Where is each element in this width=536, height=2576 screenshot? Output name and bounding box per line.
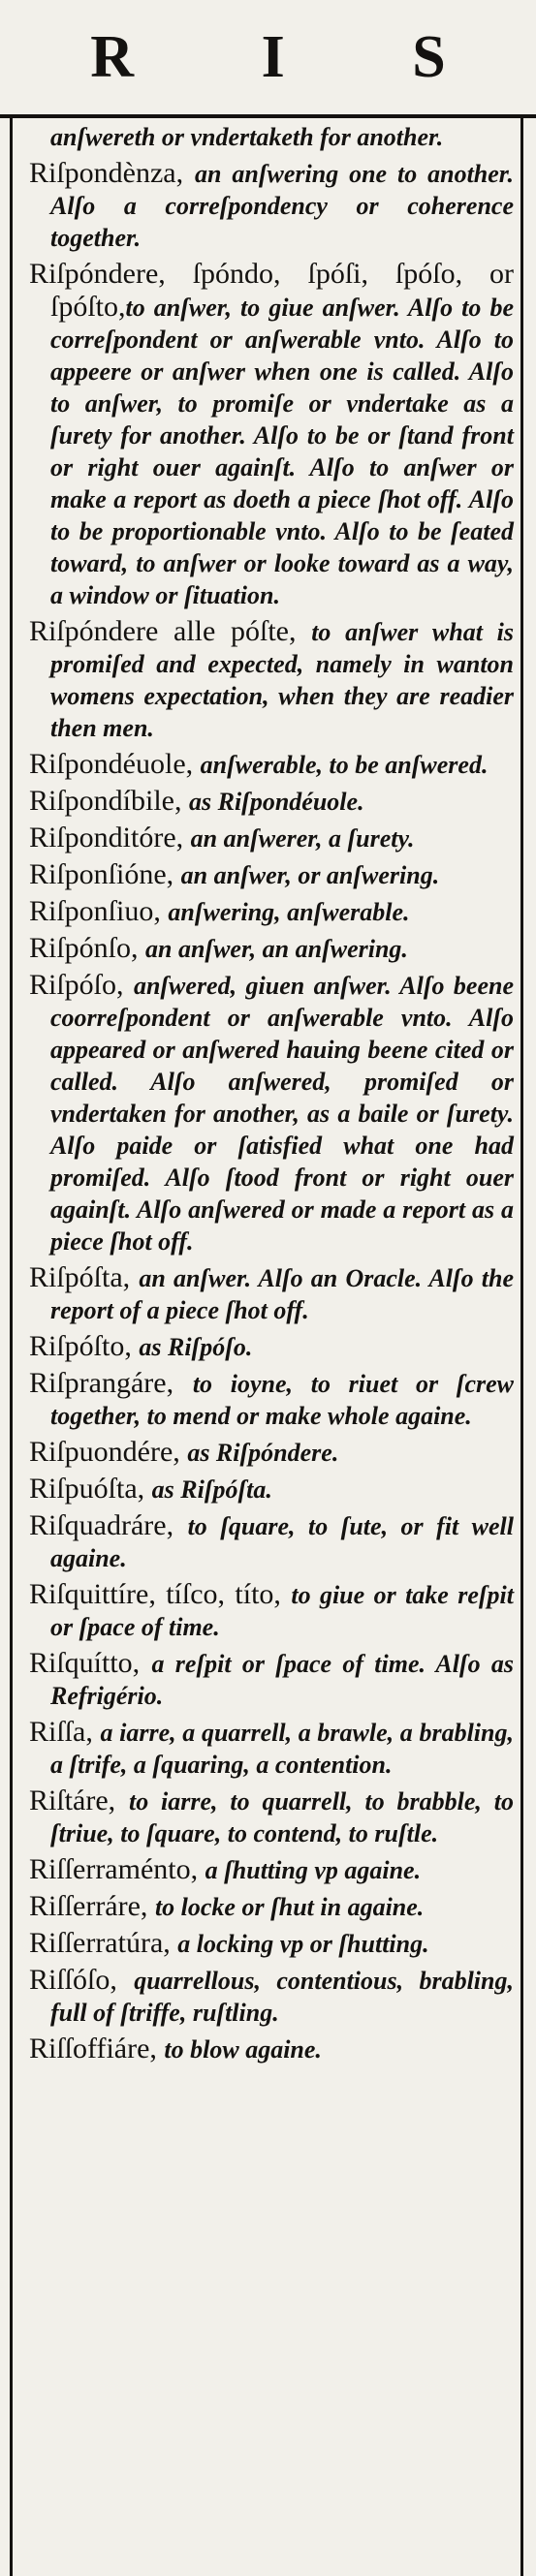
entry-headword: Riſſerraménto, bbox=[29, 1853, 205, 1885]
entry bbox=[29, 1261, 514, 1326]
entry-definition: quarrellous, contentious, brabling, full of ſtriffe, ruſtling. bbox=[50, 1967, 514, 2027]
entry bbox=[29, 1853, 514, 1886]
entry-definition: a ſhutting vp againe. bbox=[205, 1856, 422, 1884]
entry bbox=[29, 1927, 514, 1960]
entry-headword: Riſtáre, bbox=[29, 1785, 129, 1816]
entry bbox=[29, 1509, 514, 1574]
entry-headword: Riſponſiuo, bbox=[29, 895, 169, 927]
entry-definition: a iarre, a quarrell, a brawle, a brabling, a ſtrife, a ſquaring, a contention. bbox=[50, 1719, 514, 1779]
entry bbox=[29, 258, 514, 611]
entry-definition: to locke or ſhut in againe. bbox=[154, 1893, 425, 1921]
entry-headword: Riſquadráre, bbox=[29, 1509, 188, 1541]
entry-headword: Riſſóſo, bbox=[29, 1964, 135, 1996]
entry-list bbox=[29, 120, 514, 2069]
right-column-rule bbox=[520, 118, 523, 2576]
entry-headword: Riſpóſto, bbox=[29, 1330, 140, 1362]
entry bbox=[29, 748, 514, 781]
entry bbox=[29, 1436, 514, 1469]
header-rule bbox=[0, 114, 536, 118]
entry-definition: an anſwer, or anſwering. bbox=[180, 861, 440, 889]
entry-definition: an anſwerer, a ſurety. bbox=[190, 824, 415, 853]
entry bbox=[29, 895, 514, 928]
entry-definition: as Riſpóſta. bbox=[151, 1475, 272, 1504]
entry-definition: as Riſpóndere. bbox=[187, 1439, 339, 1467]
entry-definition: to anſwer, to giue anſwer. Alſo to be correſpondent or anſwerable vnto. Alſo to appeere or anſwer when one is called. Alſo to anſwer, to promiſe or vndertake as a ſurety for another. Alſo to be or ſtand front or right ouer againſt. Alſo to anſwer or make a report as doeth a piece ſhot off. Alſo to be proportionable vnto. Alſo to be ſeated toward, to anſwer or looke toward as a way, a window or ſituation. bbox=[50, 294, 514, 609]
entry-headword: Riſpónſo, bbox=[29, 932, 146, 964]
entry bbox=[29, 157, 514, 254]
entry-definition: an anſwer. Alſo an Oracle. Alſo the report of a piece ſhot off. bbox=[50, 1264, 515, 1324]
entry bbox=[29, 932, 514, 965]
entry-headword: Riſſoffiáre, bbox=[29, 2033, 165, 2064]
entry-headword: Riſpuóſta, bbox=[29, 1473, 152, 1505]
entry bbox=[29, 822, 514, 854]
entry-definition: to ioyne, to riuet or ſcrew together, to mend or make whole againe. bbox=[50, 1370, 515, 1430]
entry-headword: Riſpóſo, bbox=[29, 969, 134, 1001]
left-column-rule bbox=[10, 118, 13, 2576]
entry-headword: Riſprangáre, bbox=[29, 1367, 193, 1399]
entry-headword: Riſpóndere alle póſte, bbox=[29, 615, 312, 647]
entry-definition: a reſpit or ſpace of time. Alſo as Refrigério. bbox=[50, 1650, 514, 1710]
entry-headword: Riſponditóre, bbox=[29, 822, 191, 853]
entry bbox=[29, 1647, 514, 1712]
entry-headword: Riſpóndere, ſpóndo, ſpóſi, ſpóſo, or ſpóſto, bbox=[29, 258, 514, 323]
entry-definition: an anſwering one to another. Alſo a correſpondency or coherence together. bbox=[50, 160, 514, 252]
entry-definition: anſwering, anſwerable. bbox=[168, 898, 410, 926]
entry-definition: to iarre, to quarrell, to brabble, to ſtriue, to ſquare, to contend, to ruſtle. bbox=[50, 1787, 514, 1847]
entry-headword: Riſquittíre, tíſco, títo, bbox=[29, 1578, 292, 1610]
entry-headword: Riſſerráre, bbox=[29, 1890, 155, 1922]
entry-headword: Riſpondíbile, bbox=[29, 785, 189, 817]
entry bbox=[29, 1578, 514, 1643]
page-title: R I S bbox=[90, 24, 502, 90]
entry bbox=[29, 1964, 514, 2029]
entry-headword: Riſpuondére, bbox=[29, 1436, 188, 1468]
entry-headword: Riſſa, bbox=[29, 1716, 101, 1748]
entry bbox=[29, 1785, 514, 1849]
entry bbox=[29, 969, 514, 1257]
entry-definition: to blow againe. bbox=[164, 2035, 322, 2064]
entry-definition: an anſwer, an anſwering. bbox=[145, 935, 408, 963]
entry-continuation bbox=[29, 120, 514, 153]
entry bbox=[29, 785, 514, 818]
entry bbox=[29, 858, 514, 891]
entry-definition: to ſquare, to ſute, or fit well againe. bbox=[50, 1512, 514, 1572]
entry bbox=[29, 1330, 514, 1363]
entry-headword: Riſpóſta, bbox=[29, 1261, 140, 1293]
entry-definition: anſwereth or vndertaketh for another. bbox=[50, 123, 444, 151]
entry-definition: as Riſpóſo. bbox=[139, 1333, 253, 1361]
entry bbox=[29, 1716, 514, 1781]
entry-headword: Riſſerratúra, bbox=[29, 1927, 178, 1959]
entry-headword: Riſponſióne, bbox=[29, 858, 181, 890]
entry-definition: to giue or take reſpit or ſpace of time. bbox=[50, 1581, 515, 1641]
entry-definition: as Riſpondéuole. bbox=[189, 788, 364, 816]
entry bbox=[29, 615, 514, 744]
entry-definition: a locking vp or ſhutting. bbox=[177, 1930, 429, 1958]
entry bbox=[29, 1473, 514, 1505]
entry-headword: Riſquítto, bbox=[29, 1647, 152, 1679]
entry bbox=[29, 2033, 514, 2065]
entry-headword: Riſpondènza, bbox=[29, 157, 196, 189]
entry bbox=[29, 1367, 514, 1432]
entry-headword: Riſpondéuole, bbox=[29, 748, 201, 780]
entry-definition: to anſwer what is promiſed and expected, namely in wanton womens expectation, when they are readier then men. bbox=[50, 618, 514, 742]
entry bbox=[29, 1890, 514, 1923]
entry-definition: anſwered, giuen anſwer. Alſo beene coorreſpondent or anſwerable vnto. Alſo appeared or anſwered hauing beene cited or called. Alſo anſwered, promiſed or vndertaken for another, as a baile or ſurety. Alſo paide or ſatisfied what one had promiſed. Alſo ſtood front or right ouer againſt. Alſo anſwered or made a report as a piece ſhot off. bbox=[50, 972, 514, 1256]
entry-definition: anſwerable, to be anſwered. bbox=[200, 751, 489, 779]
page-header bbox=[0, 0, 536, 114]
